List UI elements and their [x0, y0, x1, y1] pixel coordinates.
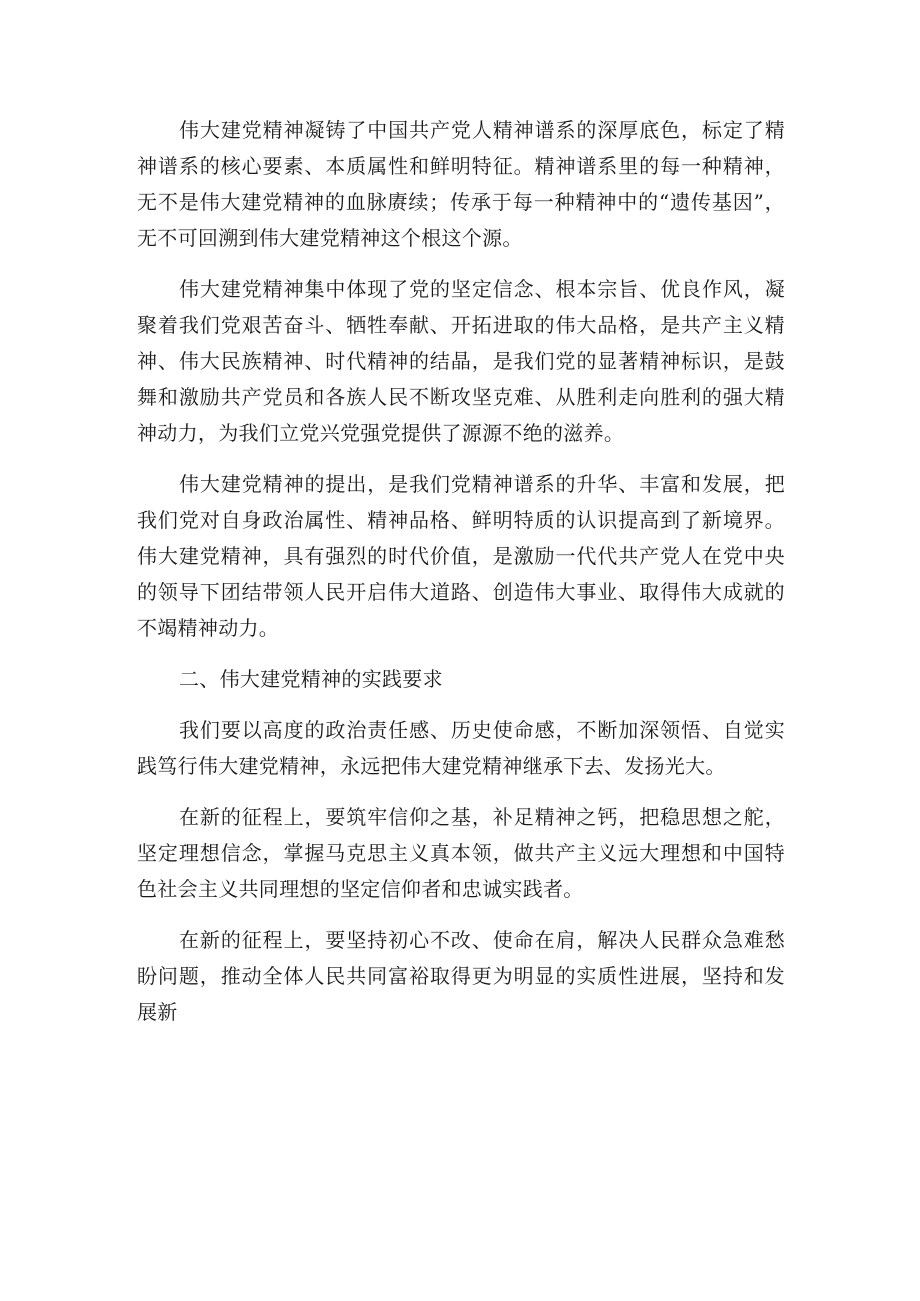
paragraph-2: 伟大建党精神集中体现了党的坚定信念、根本宗旨、优良作风，凝聚着我们党艰苦奋斗、牺牲奉献、开拓进取的伟大品格，是共产主义精神、伟大民族精神、时代精神的结晶，是我们党的显著精神标识，是鼓舞和激励共产党员和各族人民不断攻坚克难、从胜利走向胜利的强大精神动力，为我们立党兴党强党提供了源源不绝的滋养。	[137, 277, 785, 445]
paragraph-6: 在新的征程上，要坚持初心不改、使命在肩，解决人民群众急难愁盼问题，推动全体人民共同富裕取得更为明显的实质性进展，坚持和发展新	[137, 928, 785, 1024]
paragraph-5: 在新的征程上，要筑牢信仰之基，补足精神之钙，把稳思想之舵，坚定理想信念，掌握马克思主义真本领，做共产主义远大理想和中国特色社会主义共同理想的坚定信仰者和忠诚实践者。	[137, 805, 785, 901]
paragraph-3: 伟大建党精神的提出，是我们党精神谱系的升华、丰富和发展，把我们党对自身政治属性、精神品格、鲜明特质的认识提高到了新境界。伟大建党精神，具有强烈的时代价值，是激励一代代共产党人在党中央的领导下团结带领人民开启伟大道路、创造伟大事业、取得伟大成就的不竭精神动力。	[137, 472, 785, 640]
section-heading: 二、伟大建党精神的实践要求	[179, 667, 443, 691]
paragraph-1: 伟大建党精神凝铸了中国共产党人精神谱系的深厚底色，标定了精神谱系的核心要素、本质属性和鲜明特征。精神谱系里的每一种精神，无不是伟大建党精神的血脉赓续；传承于每一种精神中的“遗传基因”，无不可回溯到伟大建党精神这个根这个源。	[137, 118, 785, 250]
paragraph-4: 我们要以高度的政治责任感、历史使命感，不断加深领悟、自觉实践笃行伟大建党精神，永远把伟大建党精神继承下去、发扬光大。	[137, 718, 785, 778]
document-body	[137, 112, 785, 1045]
